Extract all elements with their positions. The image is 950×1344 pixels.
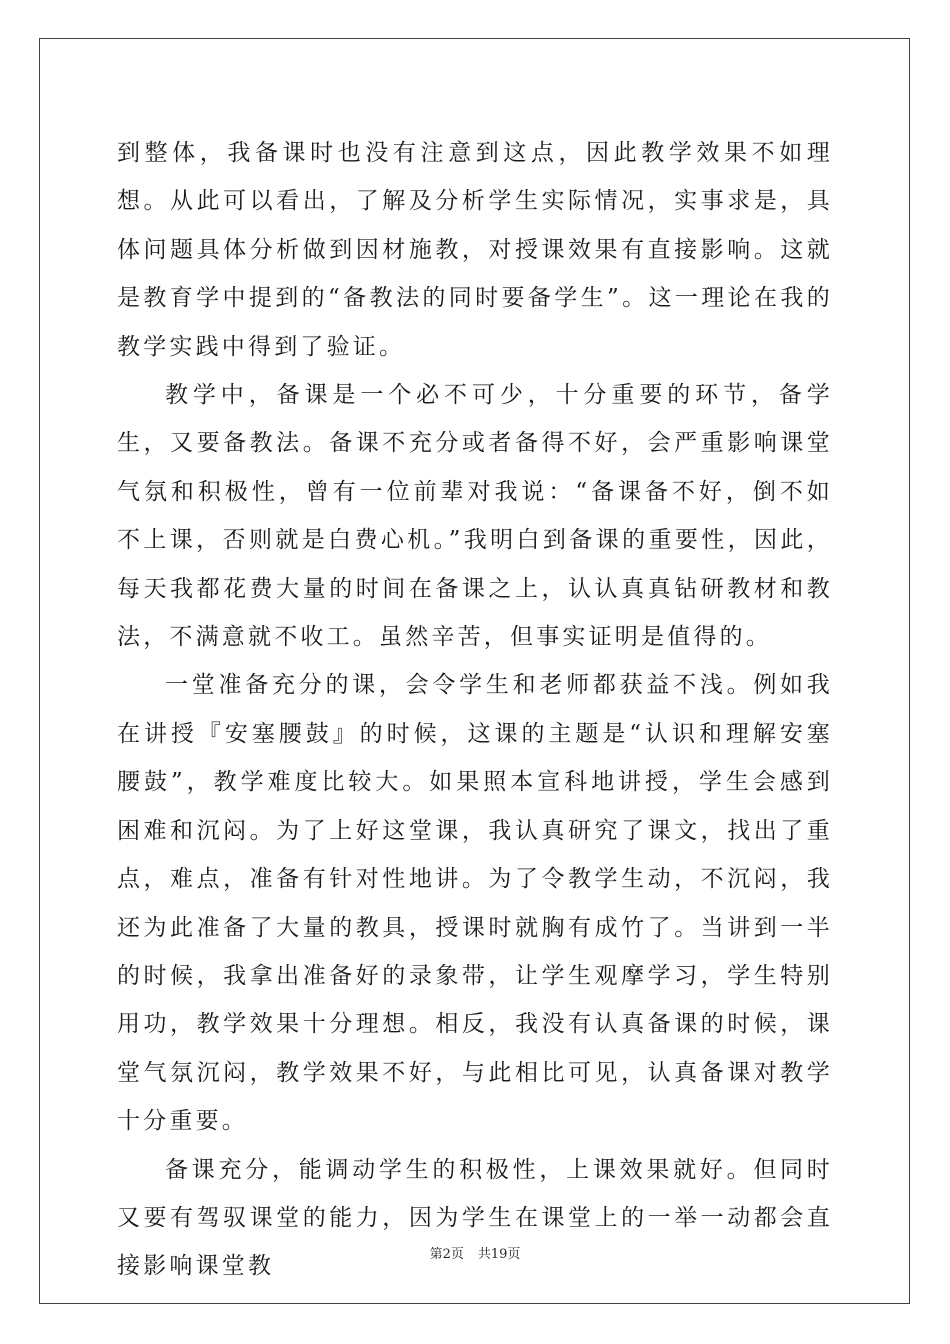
paragraph-lesson-preparation: 教学中，备课是一个必不可少，十分重要的环节，备学生，又要备教法。备课不充分或者备得不好，会严重影响课堂气氛和积极性，曾有一位前辈对我说：“备课备不好，倒不如不上课，否则就是白费心机。”我明白到备课的重要性，因此，每天我都花费大量的时间在备课之上，认认真真钻研教材和教法，不满意就不收工。虽然辛苦，但事实证明是值得的。 (117, 382, 833, 651)
paragraph-classroom-control: 备课充分，能调动学生的积极性，上课效果就好。但同时又要有驾驭课堂的能力，因为学生在课堂上的一举一动都会直接影响课堂教 (117, 1156, 833, 1280)
document-body (117, 129, 833, 1291)
page-footer (0, 1243, 950, 1262)
page-total: 共19页 (477, 1247, 521, 1262)
paragraph-ansai-drum-example: 一堂准备充分的课，会令学生和老师都获益不浅。例如我在讲授『安塞腰鼓』的时候，这课的主题是“认识和理解安塞腰鼓”，教学难度比较大。如果照本宣科地讲授，学生会感到困难和沉闷。为了上好这堂课，我认真研究了课文，找出了重点，难点，准备有针对性地讲。为了令教学生动，不沉闷，我还为此准备了大量的教具，授课时就胸有成竹了。当讲到一半的时候，我拿出准备好的录象带，让学生观摩学习，学生特别用功，教学效果十分理想。相反，我没有认真备课的时候，课堂气氛沉闷，教学效果不好，与此相比可见，认真备课对教学十分重要。 (117, 672, 833, 1135)
page-number: 第2页 (429, 1247, 464, 1262)
paragraph-continued: 到整体，我备课时也没有注意到这点，因此教学效果不如理想。从此可以看出，了解及分析学生实际情况，实事求是，具体问题具体分析做到因材施教，对授课效果有直接影响。这就是教育学中提到的“备教法的同时要备学生”。这一理论在我的教学实践中得到了验证。 (117, 140, 833, 360)
